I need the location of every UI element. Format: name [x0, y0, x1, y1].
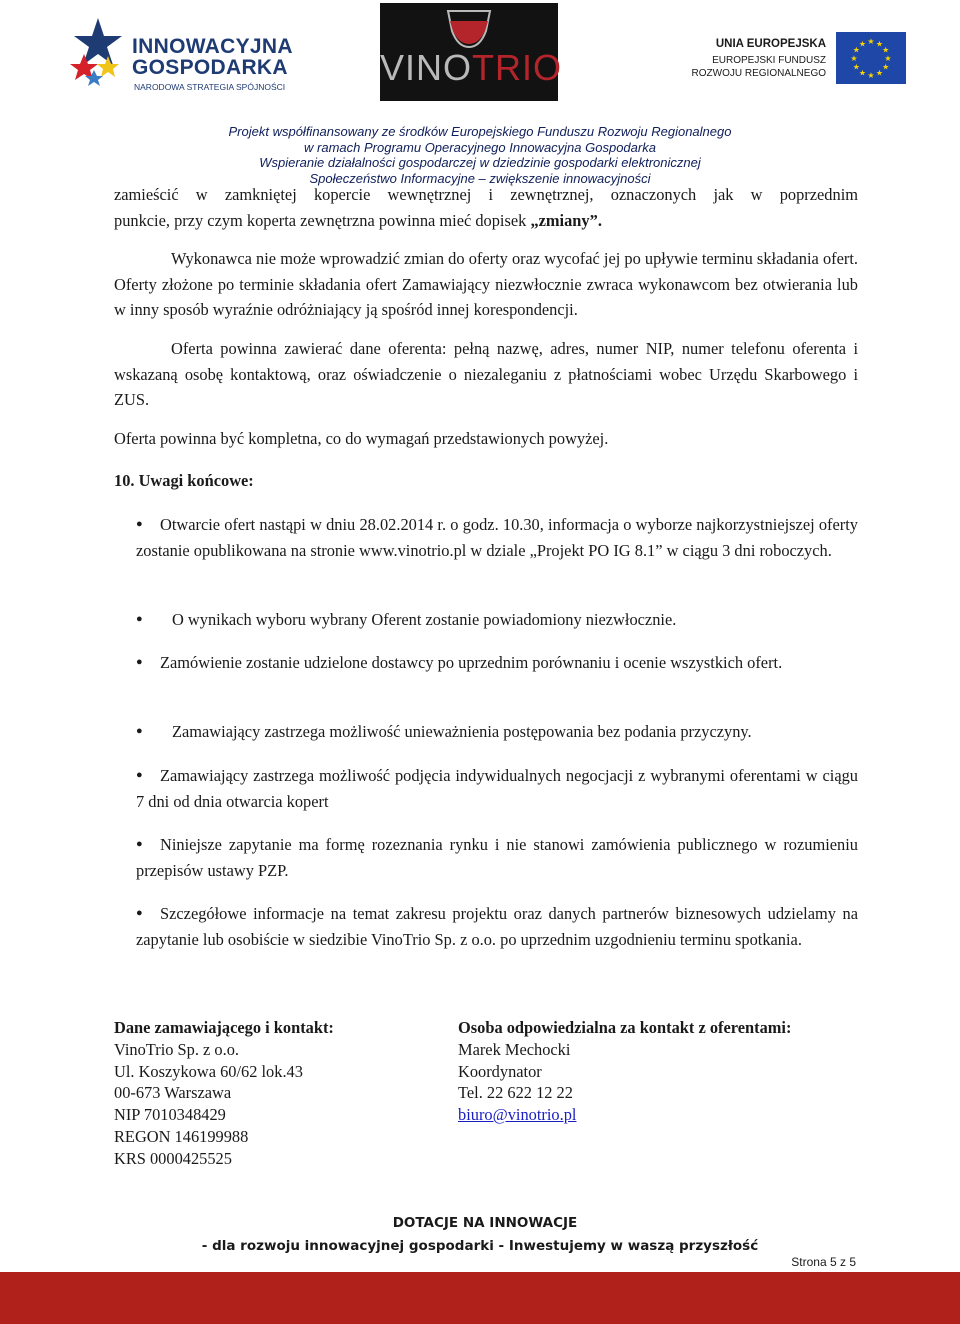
eu-star-icon: ★: [884, 54, 892, 63]
eu-fund-line1: EUROPEJSKI FUNDUSZ: [712, 55, 826, 66]
eu-star-icon: ★: [858, 68, 867, 78]
eu-star-icon: ★: [858, 39, 867, 49]
eu-star-icon: ★: [867, 71, 875, 80]
eu-star-icon: ★: [852, 62, 860, 72]
vinotrio-logo: [380, 3, 563, 101]
eu-star-icon: ★: [852, 45, 860, 55]
contact-left-line: KRS 0000425525: [114, 1148, 232, 1168]
ig-logo-line2: GOSPODARKA: [132, 56, 288, 79]
banner-line2: w ramach Programu Operacyjnego Innowacyjna Gospodarka: [304, 139, 656, 155]
contact-right-heading: Osoba odpowiedzialna za kontakt z oferentami:: [458, 1018, 792, 1037]
eu-star-icon: ★: [875, 68, 884, 78]
p3-text: Oferta powinna zawierać dane oferenta: pełną nazwę, adres, numer NIP, numer telefonu oferenta i wskazaną osobę kontaktową, oraz oświadczenie o niezaleganiu z płatnościami wobec Urzędu Skarbowego i ZUS.: [114, 339, 858, 409]
bullet-icon: ●: [136, 725, 143, 737]
ig-star-graphic: [70, 14, 130, 94]
paragraph-kompletna: [114, 426, 858, 452]
eu-logo: [691, 30, 910, 86]
contact-left-line: Ul. Koszykowa 60/62 lok.43: [114, 1061, 303, 1081]
page-number: Strona 5 z 5: [791, 1255, 856, 1269]
eu-star-icon: ★: [882, 45, 890, 55]
eu-title: UNIA EUROPEJSKA: [715, 38, 826, 50]
bullet-icon: ●: [136, 769, 143, 781]
paragraph-dane-oferenta: [114, 336, 858, 413]
contact-left-line: NIP 7010348429: [114, 1105, 226, 1125]
contact-left-line: REGON 146199988: [114, 1126, 249, 1146]
p1-line2-bold: „zmiany”.: [530, 210, 602, 230]
footer-slogan: [0, 1212, 960, 1258]
bullet-icon: ●: [136, 518, 143, 530]
bullet-item-1: Otwarcie ofert nastąpi w dniu 28.02.2014 r. o godz. 10.30, informacja o wyborze najkorzystniejszej oferty zostanie opublikowana na stronie www.vinotrio.pl w dziale „Projekt PO IG 8.1” w ciągu 3 dni roboczych.: [136, 515, 858, 560]
eu-star-icon: ★: [850, 54, 858, 63]
p1-line1: zamieścić w zamkniętej kopercie wewnętrznej i zewnętrznej, oznaczonych jak w poprzednim: [114, 185, 858, 204]
vino-logo-part1: VINO: [380, 47, 473, 88]
vino-logo-part2: TRIO: [472, 47, 563, 88]
bullet-item-7: Szczegółowe informacje na temat zakresu projektu oraz danych partnerów biznesowych udzielamy na zapytanie lub osobiście w siedzibie VinoTrio Sp. z o.o. po uprzednim uzgodnieniu terminu spotkania.: [136, 904, 858, 949]
banner-line4: Społeczeństwo Informacyjne – zwiększenie innowacyjności: [309, 170, 651, 186]
eu-star-icon: ★: [882, 62, 890, 72]
paragraph-wycofanie: [114, 246, 858, 323]
contact-name: Marek Mechocki: [458, 1039, 571, 1059]
p4-text: Oferta powinna być kompletna, co do wymagań przedstawionych powyżej.: [114, 429, 609, 448]
eu-fund-line2: ROZWOJU REGIONALNEGO: [691, 68, 826, 79]
eu-flag-icon: [836, 32, 906, 84]
footer-bar: [0, 1272, 960, 1324]
bullet-item-3: Zamówienie zostanie udzielone dostawcy po uprzednim porównaniu i ocenie wszystkich ofert.: [160, 653, 783, 672]
contact-role: Koordynator: [458, 1061, 542, 1081]
bullet-item-6: Niniejsze zapytanie ma formę rozeznania rynku i nie stanowi zamówienia publicznego w rozumieniu przepisów ustawy PZP.: [136, 835, 858, 880]
bullet-item-5: Zamawiający zastrzega możliwość podjęcia indywidualnych negocjacji z wybranymi oferentami w ciągu 7 dni od dnia otwarcia kopert: [136, 766, 858, 811]
p1-line2-start: punkcie, przy czym koperta zewnętrzna powinna mieć dopisek: [114, 210, 531, 230]
bullet-icon: ●: [136, 907, 143, 919]
footer-line2: - dla rozwoju innowacyjnej gospodarki - Inwestujemy w waszą przyszłość: [201, 1238, 759, 1254]
innowacyjna-gospodarka-logo: [70, 14, 300, 94]
bullet-icon: ●: [136, 656, 143, 668]
paragraph-zmiany: [114, 182, 858, 233]
p2-text: Wykonawca nie może wprowadzić zmian do oferty oraz wycofać jej po upływie terminu składania ofert. Oferty złożone po terminie składania ofert Zamawiający niezwłocznie zwraca wykonawcom bez otwierania lub w inny sposób wyraźnie odróżniający ją spośród innej korespondencji.: [114, 249, 858, 319]
contact-email-link[interactable]: biuro@vinotrio.pl: [458, 1105, 577, 1125]
ig-logo-sub: NARODOWA STRATEGIA SPÓJNOŚCI: [134, 82, 286, 92]
contact-left-heading: Dane zamawiającego i kontakt:: [114, 1018, 334, 1037]
bullet-icon: ●: [136, 613, 143, 625]
contact-left-line: 00-673 Warszawa: [114, 1083, 232, 1103]
section-10-heading: 10. Uwagi końcowe:: [114, 471, 254, 490]
contact-left: [114, 1017, 334, 1170]
contact-left-line: VinoTrio Sp. z o.o.: [114, 1039, 240, 1059]
banner-line1: Projekt współfinansowany ze środków Europejskiego Funduszu Rozwoju Regionalnego: [228, 124, 732, 139]
bullet-item-2: O wynikach wyboru wybrany Oferent zostanie powiadomiony niezwłocznie.: [172, 610, 677, 629]
bullet-icon: ●: [136, 838, 143, 850]
bullet-item-4: Zamawiający zastrzega możliwość unieważnienia postępowania bez podania przyczyny.: [172, 722, 752, 741]
eu-star-icon: ★: [875, 39, 884, 49]
section-heading: [114, 468, 858, 494]
banner-line3: Wspieranie działalności gospodarczej w dziedzinie gospodarki elektronicznej: [259, 155, 701, 170]
footer-line1: DOTACJE NA INNOWACJE: [392, 1215, 578, 1231]
project-banner: [0, 124, 960, 186]
eu-star-icon: ★: [867, 37, 875, 46]
ig-logo-line1: INNOWACYJNA: [132, 35, 293, 58]
contact-phone: Tel. 22 622 12 22: [458, 1083, 573, 1103]
contact-right: [458, 1017, 791, 1126]
